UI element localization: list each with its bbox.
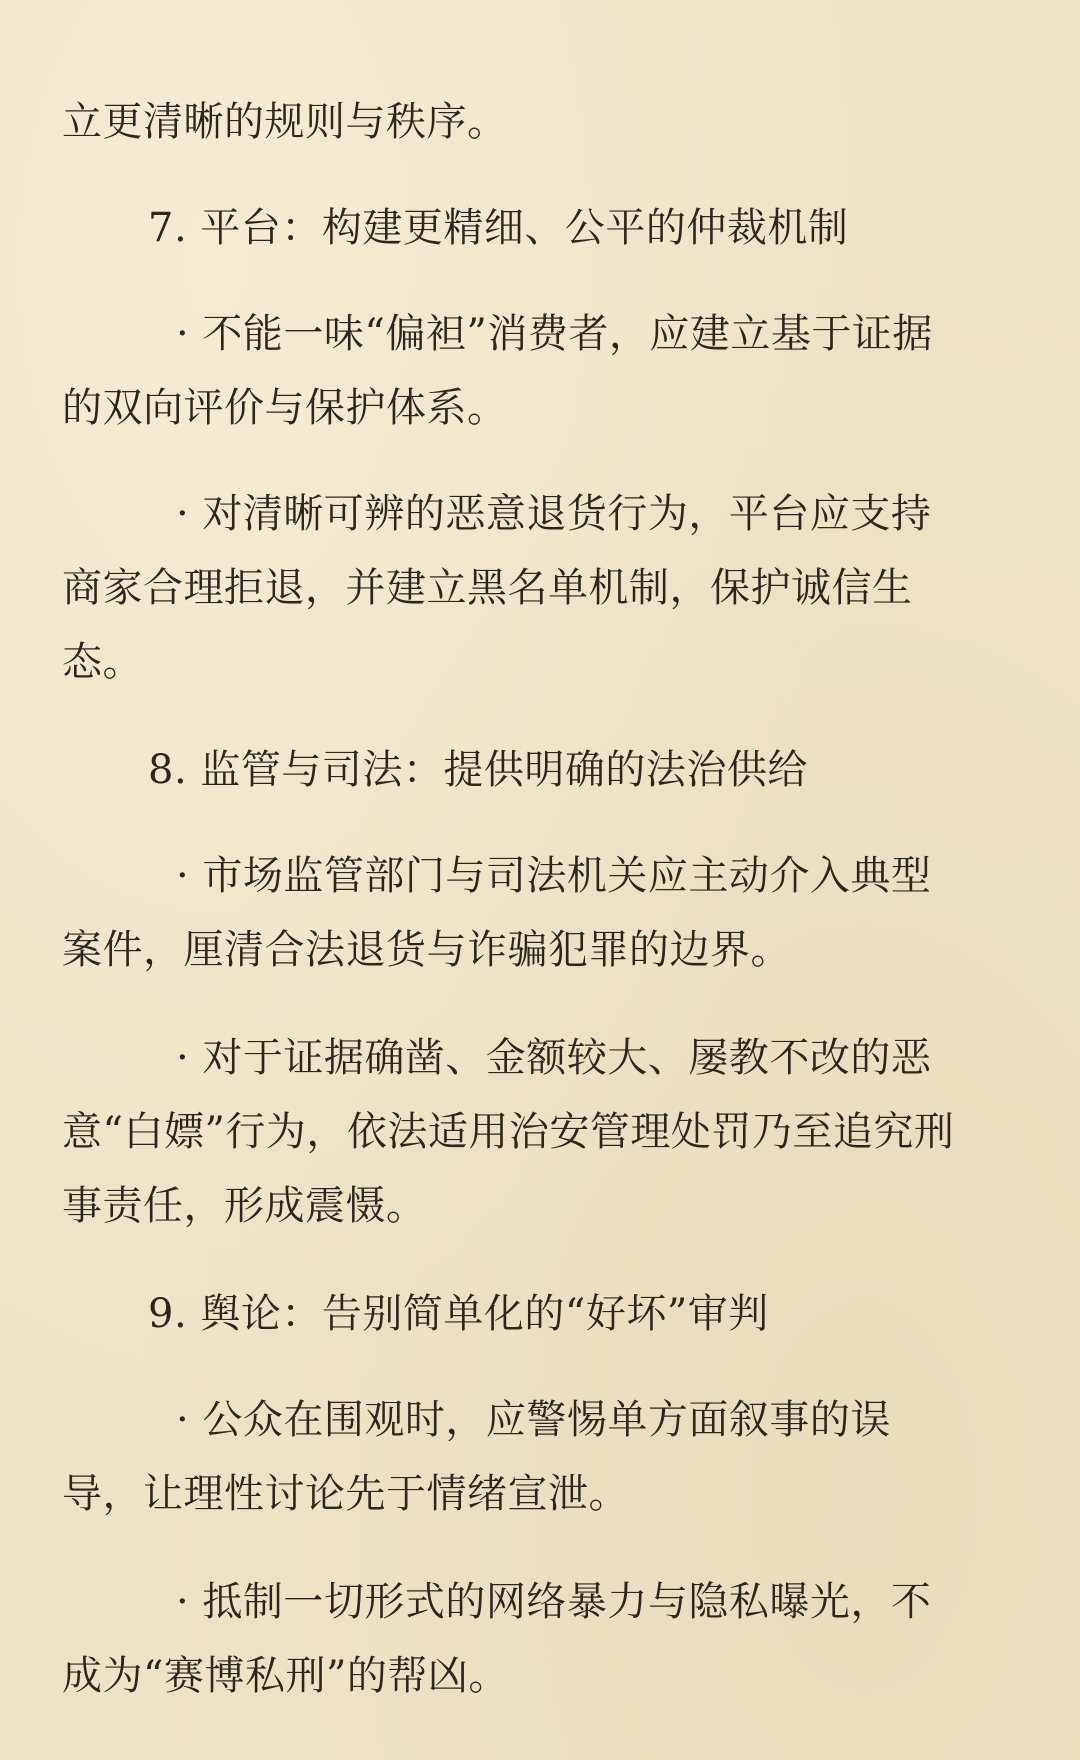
bullet-line: 导，让理性讨论先于情绪宣泄。 [62, 1471, 629, 1517]
section-heading-platform: 7. 平台：构建更精细、公平的仲裁机制 [148, 205, 849, 251]
bullet-line: 案件，厘清合法退货与诈骗犯罪的边界。 [62, 927, 791, 973]
bullet-line: · 抵制一切形式的网络暴力与隐私曝光，不 [176, 1579, 932, 1625]
bullet-line: 意“白嫖”行为，依法适用治安管理处罚乃至追究刑 [62, 1109, 955, 1155]
bullet-line: · 市场监管部门与司法机关应主动介入典型 [176, 853, 932, 899]
paragraph-continuation: 立更清晰的规则与秩序。 [62, 99, 508, 145]
bullet-line: 态。 [62, 639, 143, 685]
bullet-line: 的双向评价与保护体系。 [62, 385, 508, 431]
bullet-line: · 对于证据确凿、金额较大、屡教不改的恶 [176, 1035, 932, 1081]
bullet-line: 成为“赛博私刑”的帮凶。 [62, 1653, 509, 1699]
section-heading-public-opinion: 9. 舆论：告别简单化的“好坏”审判 [148, 1291, 769, 1337]
bullet-line: · 对清晰可辨的恶意退货行为，平台应支持 [176, 491, 932, 537]
section-heading-regulation: 8. 监管与司法：提供明确的法治供给 [148, 747, 808, 793]
bullet-line: · 不能一味“偏袒”消费者，应建立基于证据 [176, 311, 933, 357]
bullet-line: 事责任，形成震慑。 [62, 1183, 427, 1229]
bullet-line: 商家合理拒退，并建立黑名单机制，保护诚信生 [62, 565, 913, 611]
bullet-line: · 公众在围观时，应警惕单方面叙事的误 [176, 1397, 891, 1443]
